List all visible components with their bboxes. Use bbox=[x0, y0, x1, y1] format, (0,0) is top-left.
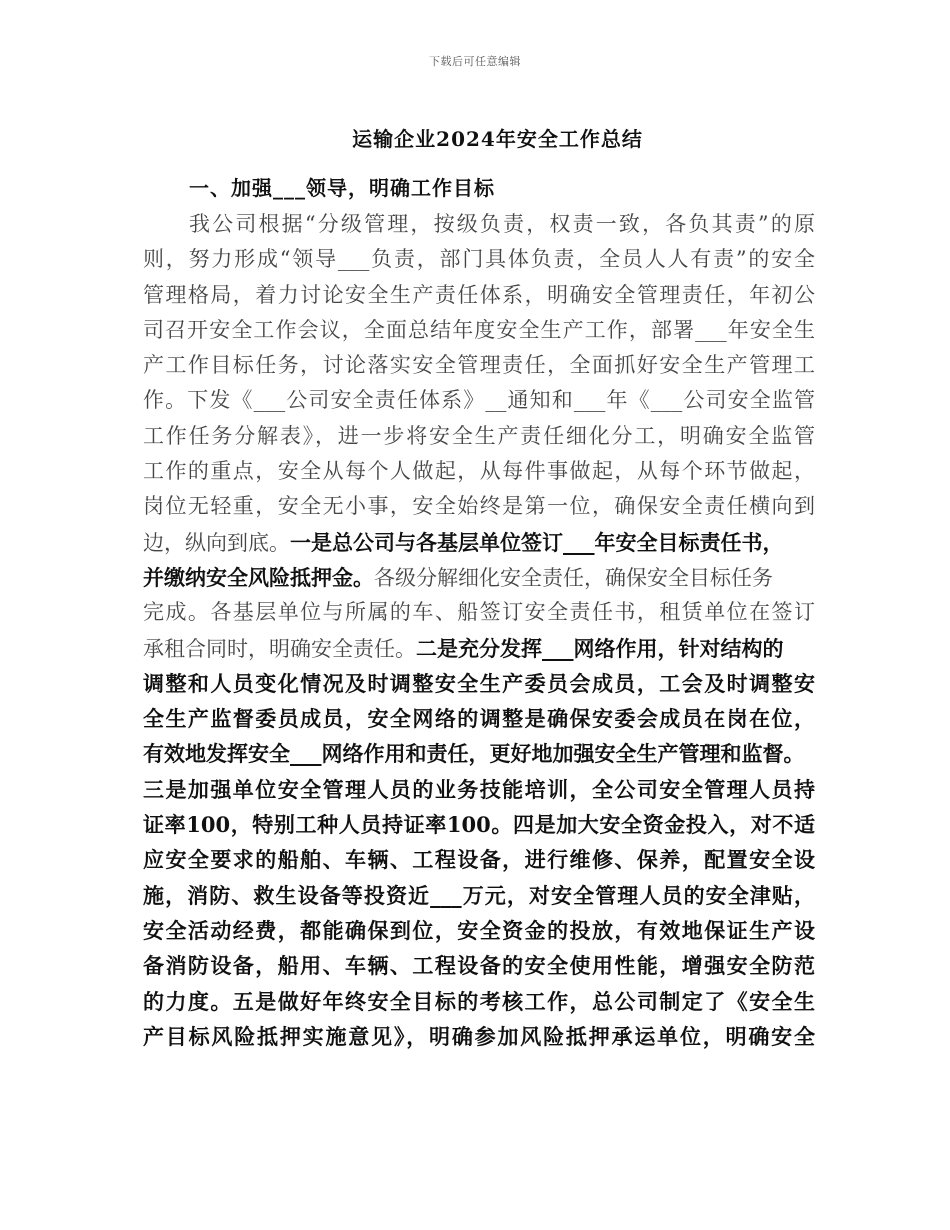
paragraph-line-bold: 应安全要求的船舶、车辆、工程设备，进行维修、保养，配置安全设 bbox=[143, 847, 815, 873]
paragraph-line-bold: 调整和人员变化情况及时调整安全生产委员会成员，工会及时调整安 bbox=[143, 670, 815, 696]
paragraph-line: 岗位无轻重，安全无小事，安全始终是第一位，确保安全责任横向到 bbox=[143, 494, 815, 519]
page-header-note: 下载后可任意编辑 bbox=[429, 55, 521, 68]
bold-text-run: 一是总公司与各基层单位签订___年安全目标责任书， bbox=[290, 529, 784, 555]
document-title: 运输企业2024年安全工作总结 bbox=[352, 127, 643, 151]
paragraph-line: 工作任务分解表》，进一步将安全生产责任细化分工，明确安全监管 bbox=[143, 423, 815, 448]
paragraph-line: 我公司根据“分级管理，按级负责，权责一致，各负其责”的原 bbox=[189, 212, 815, 236]
section-heading: 一、加强___领导，明确工作目标 bbox=[189, 176, 495, 200]
paragraph-line: 管理格局，着力讨论安全生产责任体系，明确安全管理责任，年初公 bbox=[143, 282, 815, 307]
paragraph-line: 完成。各基层单位与所属的车、船签订安全责任书，租赁单位在签订 bbox=[143, 600, 815, 625]
paragraph-line-bold: 施，消防、救生设备等投资近___万元，对安全管理人员的安全津贴， bbox=[143, 882, 815, 908]
paragraph-line: 则，努力形成“领导___负责，部门具体负责，全员人人有责”的安全 bbox=[143, 247, 815, 272]
paragraph-line-bold: 的力度。五是做好年终安全目标的考核工作，总公司制定了《安全生 bbox=[143, 988, 815, 1014]
paragraph-line-bold: 全生产监督委员成员，安全网络的调整是确保安委会成员在岗在位， bbox=[143, 706, 815, 732]
paragraph-line-bold: 有效地发挥安全___网络作用和责任，更好地加强安全生产管理和监督。 bbox=[143, 741, 805, 767]
paragraph-line: 作。下发《___公司安全责任体系》__通知和___年《___公司安全监管 bbox=[143, 388, 815, 413]
body-text bbox=[143, 207, 815, 1054]
bold-text-run: 并缴纳安全风险抵押金。 bbox=[143, 564, 374, 590]
text-run: 承租合同时，明确安全责任。 bbox=[143, 636, 416, 661]
text-run: 边，纵向到底。 bbox=[143, 530, 290, 555]
paragraph-line: 工作的重点，安全从每个人做起，从每件事做起，从每个环节做起， bbox=[143, 459, 815, 484]
text-run: 各级分解细化安全责任，确保安全目标任务 bbox=[374, 565, 773, 590]
paragraph-line-bold: 产目标风险抵押实施意见》，明确参加风险抵押承运单位，明确安全 bbox=[143, 1023, 815, 1049]
paragraph-line-mixed bbox=[143, 631, 815, 666]
paragraph-line-bold: 安全活动经费，都能确保到位，安全资金的投放，有效地保证生产设 bbox=[143, 917, 815, 943]
bold-text-run: 二是充分发挥___网络作用，针对结构的 bbox=[416, 635, 784, 661]
paragraph-line-mixed bbox=[143, 560, 815, 595]
paragraph-line-bold: 三是加强单位安全管理人员的业务技能培训，全公司安全管理人员持 bbox=[143, 776, 815, 802]
paragraph-line-bold: 证率100，特别工种人员持证率100。四是加大安全资金投入，对不适 bbox=[143, 812, 815, 838]
paragraph-line-bold: 备消防设备，船用、车辆、工程设备的安全使用性能，增强安全防范 bbox=[143, 953, 815, 979]
paragraph-line: 产工作目标任务，讨论落实安全管理责任，全面抓好安全生产管理工 bbox=[143, 353, 815, 378]
paragraph-line-mixed bbox=[143, 525, 815, 560]
paragraph-line: 司召开安全工作会议，全面总结年度安全生产工作，部署___年安全生 bbox=[143, 317, 815, 342]
